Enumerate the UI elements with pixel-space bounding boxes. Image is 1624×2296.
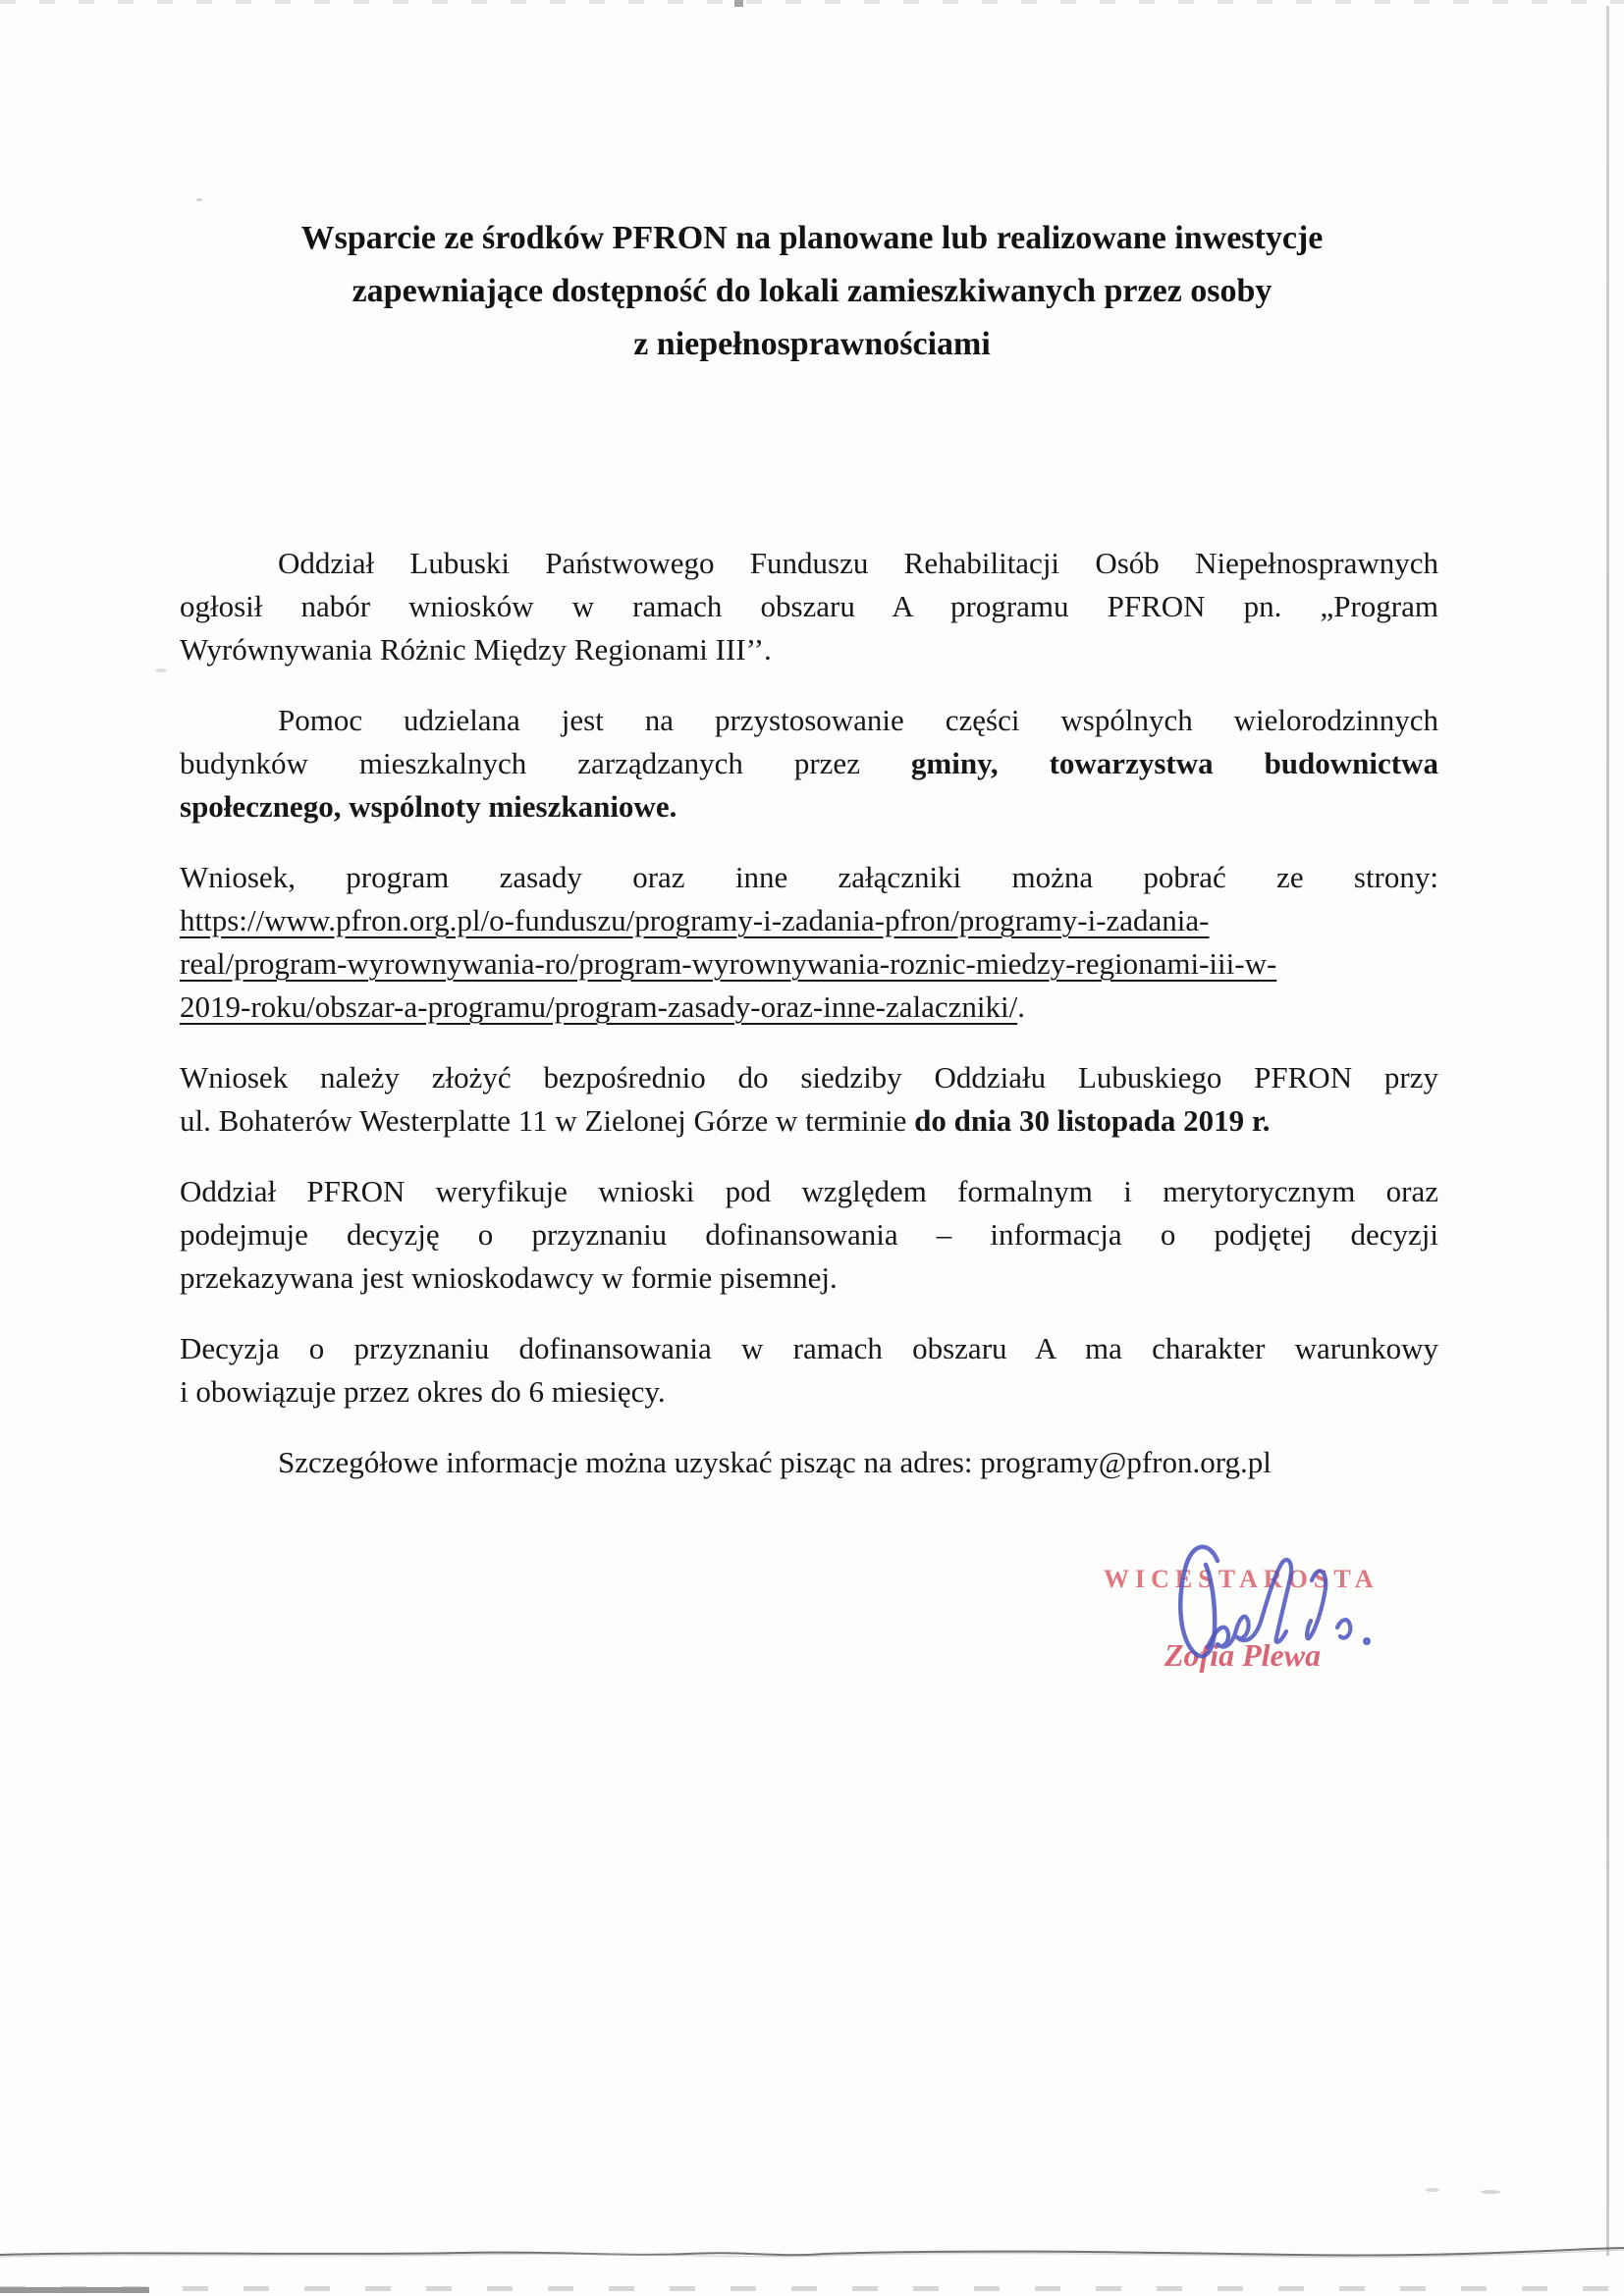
paragraph-4 bbox=[180, 1056, 1438, 1143]
signature-ink-end-curl bbox=[1337, 1620, 1350, 1637]
paragraph-1-line-2: ogłosił nabór wniosków w ramach obszaru A programu PFRON pn. „Program bbox=[180, 589, 1438, 623]
pfron-url-part-2: real/program-wyrownywania-ro/program-wyrownywania-roznic-miedzy-regionami-iii-w- bbox=[180, 946, 1277, 981]
paragraph-7-line-1: Szczegółowe informacje można uzyskać pisząc na adres: programy@pfron.org.pl bbox=[278, 1445, 1272, 1479]
title-line-2: zapewniające dostępność do lokali zamieszkiwanych przez osoby bbox=[352, 273, 1272, 309]
paragraph-7 bbox=[180, 1441, 1438, 1484]
vice-starost-stamp-name: Zofia Plewa bbox=[1164, 1637, 1322, 1673]
pfron-url-part-3: 2019-roku/obszar-a-programu/program-zasady-oraz-inne-zalaczniki/ bbox=[180, 989, 1018, 1024]
scan-artifact-bottom-page-edge bbox=[0, 2244, 1624, 2262]
paragraph-4-line-2-text: ul. Bohaterów Westerplatte 11 w Zielonej Górze w terminie bbox=[180, 1103, 915, 1138]
signature-ink-dot bbox=[1363, 1637, 1371, 1645]
paragraph-2-line-2-text: budynków mieszkalnych zarządzanych przez bbox=[180, 746, 911, 780]
paragraph-6-line-1: Decyzja o przyznaniu dofinansowania w ramach obszaru A ma charakter warunkowy bbox=[180, 1331, 1438, 1365]
paragraph-4-line-1: Wniosek należy złożyć bezpośrednio do siedziby Oddziału Lubuskiego PFRON przy bbox=[180, 1060, 1438, 1095]
paragraph-2-line-3 bbox=[180, 785, 1438, 828]
scan-artifact-right-page-edge bbox=[1606, 6, 1609, 2256]
scan-artifact-speck bbox=[155, 668, 167, 672]
scan-artifact-speck bbox=[1481, 2190, 1500, 2194]
paragraph-3 bbox=[180, 856, 1438, 1029]
page-edge-wavy-line bbox=[0, 2248, 1624, 2255]
url-line-1 bbox=[180, 899, 1438, 942]
scan-artifact-top-tick bbox=[734, 0, 743, 7]
scan-artifact-bottom-dashed-line bbox=[0, 2286, 1624, 2291]
url-line-2 bbox=[180, 942, 1438, 986]
url-line-3 bbox=[180, 986, 1438, 1029]
paragraph-1-line-3: Wyrównywania Różnic Między Regionami III’’. bbox=[180, 632, 772, 667]
scan-artifact-speck bbox=[1426, 2188, 1439, 2192]
title-line-1: Wsparcie ze środków PFRON na planowane lub realizowane inwestycje bbox=[300, 220, 1324, 256]
paragraph-2-line-1: Pomoc udzielana jest na przystosowanie części wspólnych wielorodzinnych bbox=[278, 703, 1438, 737]
paragraph-5-line-2: podejmuje decyzję o przyznaniu dofinansowania – informacja o podjętej decyzji bbox=[180, 1217, 1438, 1252]
scan-artifact-bottom-left-mark bbox=[0, 2287, 149, 2293]
paragraph-5 bbox=[180, 1170, 1438, 1300]
paragraph-5-line-3: przekazywana jest wnioskodawcy w formie pisemnej. bbox=[180, 1260, 838, 1295]
deadline-bold-text: do dnia 30 listopada 2019 r. bbox=[914, 1103, 1271, 1138]
paragraph-3-line-1: Wniosek, program zasady oraz inne załączniki można pobrać ze strony: bbox=[180, 860, 1438, 894]
signature-ink-letters bbox=[1208, 1560, 1291, 1647]
paragraph-4-line-2 bbox=[180, 1099, 1438, 1143]
paragraph-2-line-3-bold-text: społecznego, wspólnoty mieszkaniowe. bbox=[180, 789, 677, 824]
document-body bbox=[180, 542, 1438, 1512]
url-trailing-period: . bbox=[1017, 989, 1025, 1024]
scan-artifact-speck bbox=[196, 198, 202, 201]
vice-starost-stamp-title: WICESTAROSTA bbox=[1104, 1565, 1380, 1593]
handwritten-signature-ink bbox=[1119, 1522, 1414, 1708]
paragraph-1-line-1: Oddział Lubuski Państwowego Funduszu Rehabilitacji Osób Niepełnosprawnych bbox=[278, 546, 1438, 580]
paragraph-6-line-2: i obowiązuje przez okres do 6 miesięcy. bbox=[180, 1374, 666, 1409]
title-line-3: z niepełnosprawnościami bbox=[633, 326, 991, 362]
paragraph-2-line-2 bbox=[180, 742, 1438, 785]
paragraph-6 bbox=[180, 1327, 1438, 1414]
document-title bbox=[184, 212, 1440, 371]
paragraph-1 bbox=[180, 542, 1438, 671]
paragraph-5-line-1: Oddział PFRON weryfikuje wnioski pod względem formalnym i merytorycznym oraz bbox=[180, 1174, 1438, 1208]
pfron-url-part-1: https://www.pfron.org.pl/o-funduszu/programy-i-zadania-pfron/programy-i-zadania- bbox=[180, 903, 1210, 937]
scan-artifact-top-dashed-line bbox=[0, 0, 1624, 4]
paragraph-2-line-2-bold-text: gminy, towarzystwa budownictwa bbox=[910, 746, 1438, 780]
signature-ink-tall-letter bbox=[1307, 1571, 1326, 1638]
paragraph-2 bbox=[180, 699, 1438, 828]
